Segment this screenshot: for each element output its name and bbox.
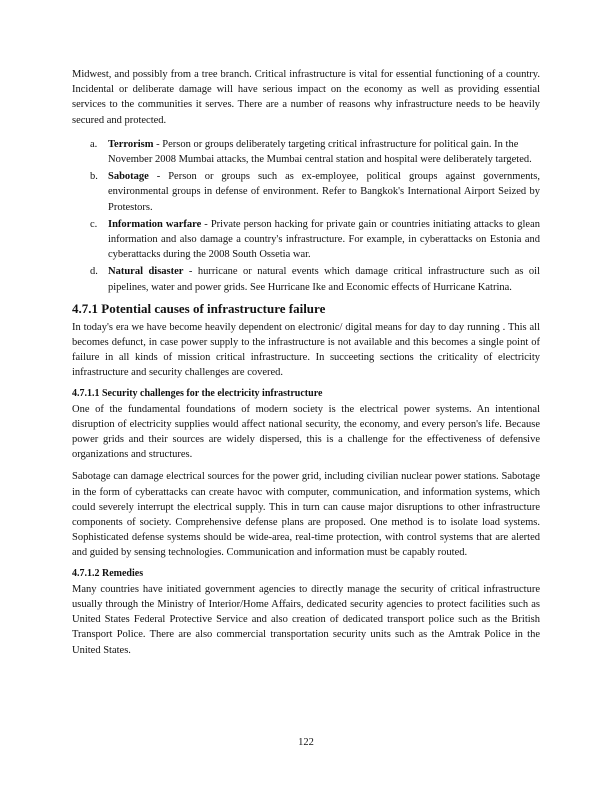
- subsection-heading-remedies: 4.7.1.2 Remedies: [72, 567, 144, 579]
- list-text: - Person or groups such as ex-employee, political groups against governments, environmental groups in defense of environment. Refer to Bangkok's International Airport Seized by Protestors.: [108, 171, 540, 213]
- list-item: [72, 264, 540, 294]
- list-marker: a.: [90, 138, 98, 150]
- list-item: [72, 169, 540, 215]
- list-marker: b.: [90, 171, 98, 183]
- causes-list: [72, 137, 540, 295]
- list-text: - Private person hacking for private gain or countries initiating attacks to glean information and also damage a country's infrastructure. For example, in cyberattacks on Estonia and cyberattacks during the 2008 South Ossetia war.: [108, 218, 540, 261]
- list-term: Information warfare: [108, 218, 202, 230]
- intro-paragraph: Midwest, and possibly from a tree branch. Critical infrastructure is vital for essential functioning of a country. Incidental or deliberate damage will have serious impact on the economy as well as providing essential services to the communities it serves. There are a number of reasons why infrastructure needs to be heavily secured and protected.: [72, 69, 540, 126]
- list-term: Terrorism: [108, 138, 154, 150]
- list-marker: d.: [90, 266, 98, 278]
- section-paragraph: In today's era we have become heavily dependent on electronic/ digital means for day to day running . This all becomes defunct, in case power supply to the infrastructure is not available and this becomes a single point of failure in all kinds of mission critical infrastructure. In succeeting sections the criticality of electricity infrastructure and security challenges are covered.: [72, 321, 540, 379]
- list-item: [72, 137, 540, 167]
- list-term: Sabotage: [108, 171, 149, 183]
- list-item: [72, 217, 540, 263]
- subsection-heading-security: 4.7.1.1 Security challenges for the electricity infrastructure: [72, 387, 323, 399]
- list-term: Natural disaster: [108, 266, 184, 278]
- section-heading: 4.7.1 Potential causes of infrastructure failure: [72, 300, 326, 316]
- list-text: - Person or groups deliberately targeting critical infrastructure for political gain. In the November 2008 Mumbai attacks, the Mumbai central station and hospital were deliberately targeted.: [108, 138, 532, 166]
- security-paragraph-2: Sabotage can damage electrical sources for the power grid, including civilian nuclear power stations. Sabotage in the form of cyberattacks can create havoc with computer, communication, and information systems, which could severely interrupt the electrical supply. This in turn can cause major disruptions to other infrastructure components of society. Comprehensive defense plans are proposed. One method is to isolate load systems. Sophisticated defense systems should be wide-area, real-time protection, with control systems that are alerted and guided by sensing technologies. Communication and information must be capably routed.: [72, 471, 540, 559]
- list-marker: c.: [90, 218, 98, 230]
- remedies-paragraph: Many countries have initiated government agencies to directly manage the security of critical infrastructure usually through the Ministry of Interior/Home Affairs, dedicated security agencies to protect facilities such as United States Federal Protective Service and also creation of dedicated transport police such as the British Transport Police. There are also commercial transportation security units such as the Amtrak Police in the United States.: [72, 583, 540, 656]
- security-paragraph-1: One of the fundamental foundations of modern society is the electrical power systems. An intentional disruption of electricity supplies would affect national security, the economy, and every person's life. Because power grids and their sources are widely dispersed, this is a challenge for the effectiveness of defensive organizations and structures.: [72, 403, 540, 461]
- page-number: 122: [298, 737, 314, 748]
- list-text: - hurricane or natural events which damage critical infrastructure such as oil pipelines, water and power grids. See Hurricane Ike and Economic effects of Hurricane Katrina.: [108, 266, 540, 293]
- page-content: [72, 67, 540, 658]
